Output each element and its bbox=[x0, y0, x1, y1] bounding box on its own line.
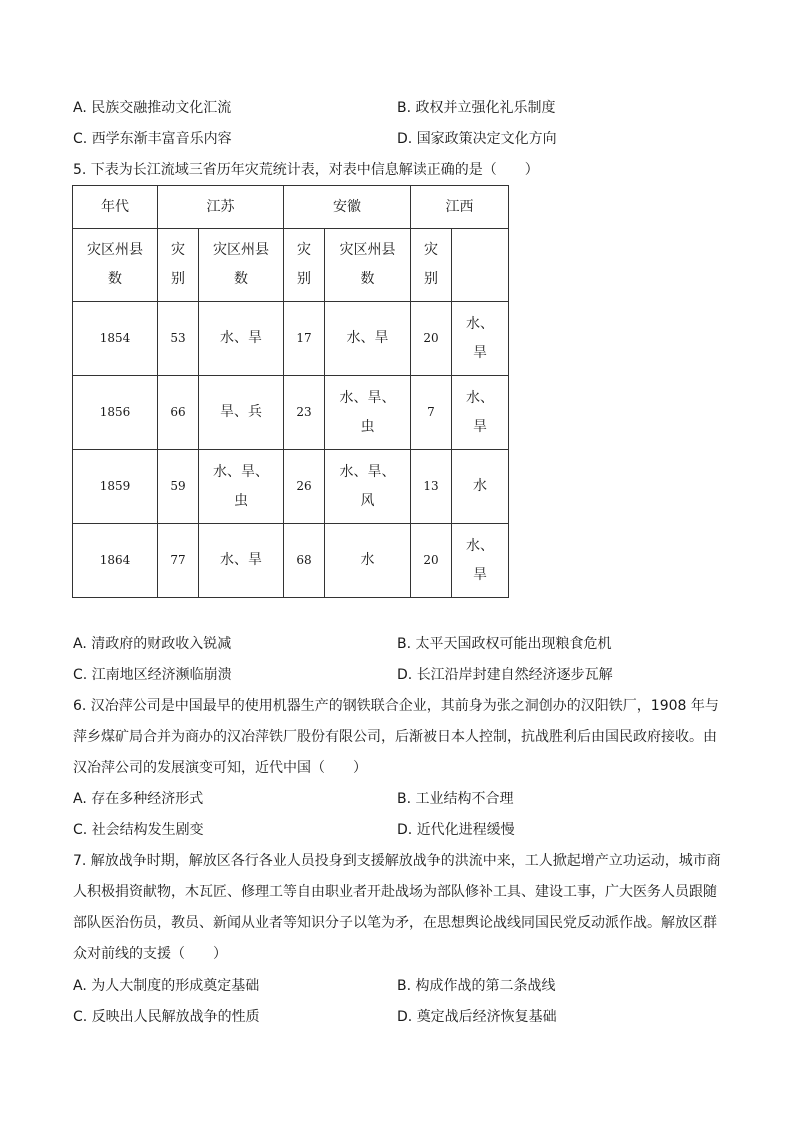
q5-stem: 5. 下表为长江流域三省历年灾荒统计表，对表中信息解读正确的是（ ） bbox=[73, 162, 539, 178]
cell-anhui-count: 26 bbox=[284, 450, 325, 524]
q7-stem bbox=[73, 846, 725, 970]
option-text: 西学东渐丰富音乐内容 bbox=[91, 131, 232, 147]
option-letter: C. bbox=[73, 1009, 88, 1025]
cell-jiangxi-count: 7 bbox=[411, 376, 452, 450]
cell-year: 1854 bbox=[73, 302, 158, 376]
option-letter: D. bbox=[397, 131, 413, 147]
cell-jiangsu-type: 水、旱 bbox=[199, 524, 284, 598]
cell-jiangsu-type: 水、旱、 虫 bbox=[199, 450, 284, 524]
option-letter: C. bbox=[73, 667, 88, 683]
stem-line: 7. 解放战争时期，解放区各行各业人员投身到支援解放战争的洪流中来，工人掀起增产立功运动，城市商 bbox=[73, 853, 721, 869]
cell-anhui-type: 水 bbox=[325, 524, 411, 598]
option-text: 长江沿岸封建自然经济逐步瓦解 bbox=[416, 667, 613, 683]
q4-options-row-1 bbox=[73, 98, 733, 118]
cell-jiangsu-type: 旱、兵 bbox=[199, 376, 284, 450]
q4-option-d[interactable] bbox=[397, 129, 557, 149]
cell-jiangxi-count: 13 bbox=[411, 450, 452, 524]
q6-options-row-2 bbox=[73, 820, 733, 840]
q5-option-c[interactable] bbox=[73, 665, 232, 685]
q5-option-a[interactable] bbox=[73, 634, 231, 654]
cell-year: 1856 bbox=[73, 376, 158, 450]
cell-anhui-type: 水、旱 bbox=[325, 302, 411, 376]
stem-line: 众对前线的支援（ ） bbox=[73, 946, 227, 962]
option-letter: D. bbox=[397, 1009, 413, 1025]
option-text: 近代化进程缓慢 bbox=[416, 822, 515, 838]
cell-anhui-count: 23 bbox=[284, 376, 325, 450]
option-letter: A. bbox=[73, 791, 87, 807]
subheader-type: 灾 别 bbox=[411, 229, 452, 302]
cell-jiangsu-count: 77 bbox=[158, 524, 199, 598]
cell-jiangxi-type: 水、 旱 bbox=[452, 524, 509, 598]
option-text: 国家政策决定文化方向 bbox=[416, 131, 557, 147]
header-province-anhui: 安徽 bbox=[284, 186, 411, 229]
q7-option-a[interactable] bbox=[73, 976, 259, 996]
cell-anhui-type: 水、旱、 虫 bbox=[325, 376, 411, 450]
q6-options-row-1 bbox=[73, 789, 733, 809]
option-letter: B. bbox=[397, 791, 412, 807]
option-text: 工业结构不合理 bbox=[415, 791, 514, 807]
table-row bbox=[73, 376, 509, 450]
option-letter: C. bbox=[73, 131, 88, 147]
subheader-blank bbox=[452, 229, 509, 302]
q7-option-d[interactable] bbox=[397, 1007, 557, 1027]
cell-jiangxi-type: 水、 旱 bbox=[452, 376, 509, 450]
q6-stem bbox=[73, 691, 725, 784]
option-letter: B. bbox=[397, 100, 412, 116]
cell-jiangxi-count: 20 bbox=[411, 302, 452, 376]
option-letter: B. bbox=[397, 636, 412, 652]
q7-option-b[interactable] bbox=[397, 976, 556, 996]
option-text: 政权并立强化礼乐制度 bbox=[415, 100, 556, 116]
option-text: 清政府的财政收入锐减 bbox=[91, 636, 232, 652]
q5-option-b[interactable] bbox=[397, 634, 612, 654]
cell-year: 1859 bbox=[73, 450, 158, 524]
option-letter: A. bbox=[73, 636, 87, 652]
subheader-count: 灾区州县 数 bbox=[199, 229, 284, 302]
cell-year: 1864 bbox=[73, 524, 158, 598]
option-text: 构成作战的第二条战线 bbox=[415, 978, 556, 994]
header-province-jiangsu: 江苏 bbox=[158, 186, 284, 229]
option-letter: A. bbox=[73, 100, 87, 116]
option-text: 江南地区经济濒临崩溃 bbox=[91, 667, 232, 683]
q5-option-d[interactable] bbox=[397, 665, 613, 685]
option-text: 奠定战后经济恢复基础 bbox=[416, 1009, 557, 1025]
option-letter: A. bbox=[73, 978, 87, 994]
cell-jiangsu-count: 59 bbox=[158, 450, 199, 524]
q4-options-row-2 bbox=[73, 129, 733, 149]
stem-line: 部队医治伤员，教员、新闻从业者等知识分子以笔为矛，在思想舆论战线同国民党反动派作战。解放区群 bbox=[73, 915, 717, 931]
q6-option-d[interactable] bbox=[397, 820, 515, 840]
q6-option-a[interactable] bbox=[73, 789, 203, 809]
table-row bbox=[73, 524, 509, 598]
header-year: 年代 bbox=[73, 186, 158, 229]
subheader-count: 灾区州县 数 bbox=[325, 229, 411, 302]
disaster-statistics-table bbox=[72, 185, 509, 598]
cell-jiangxi-type: 水、 旱 bbox=[452, 302, 509, 376]
cell-jiangxi-count: 20 bbox=[411, 524, 452, 598]
header-province-jiangxi: 江西 bbox=[411, 186, 509, 229]
option-letter: D. bbox=[397, 667, 413, 683]
stem-line: 萍乡煤矿局合并为商办的汉冶萍铁厂股份有限公司，后渐被日本人控制，抗战胜利后由国民政府接收。由 bbox=[73, 729, 717, 745]
cell-anhui-count: 68 bbox=[284, 524, 325, 598]
cell-anhui-type: 水、旱、 风 bbox=[325, 450, 411, 524]
option-text: 反映出人民解放战争的性质 bbox=[91, 1009, 260, 1025]
option-letter: B. bbox=[397, 978, 412, 994]
table-subheader-row bbox=[73, 229, 509, 302]
option-text: 为人大制度的形成奠定基础 bbox=[91, 978, 260, 994]
q7-options-row-1 bbox=[73, 976, 733, 996]
subheader-type: 灾 别 bbox=[284, 229, 325, 302]
q4-option-c[interactable] bbox=[73, 129, 232, 149]
q6-option-b[interactable] bbox=[397, 789, 514, 809]
q4-option-b[interactable] bbox=[397, 98, 556, 118]
cell-jiangxi-type: 水 bbox=[452, 450, 509, 524]
option-text: 存在多种经济形式 bbox=[91, 791, 204, 807]
option-text: 民族交融推动文化汇流 bbox=[91, 100, 232, 116]
table-header-row bbox=[73, 186, 509, 229]
q6-option-c[interactable] bbox=[73, 820, 204, 840]
option-text: 社会结构发生剧变 bbox=[91, 822, 204, 838]
stem-line: 汉冶萍公司的发展演变可知，近代中国（ ） bbox=[73, 760, 367, 776]
stem-line: 人积极捐资献物，木瓦匠、修理工等自由职业者开赴战场为部队修补工具、建设工事，广大医务人员跟随 bbox=[73, 884, 717, 900]
subheader-count: 灾区州县 数 bbox=[73, 229, 158, 302]
cell-anhui-count: 17 bbox=[284, 302, 325, 376]
cell-jiangsu-count: 66 bbox=[158, 376, 199, 450]
cell-jiangsu-count: 53 bbox=[158, 302, 199, 376]
q7-option-c[interactable] bbox=[73, 1007, 260, 1027]
table-row bbox=[73, 302, 509, 376]
stem-line: 6. 汉冶萍公司是中国最早的使用机器生产的钢铁联合企业，其前身为张之洞创办的汉阳铁厂，1908 年与 bbox=[73, 698, 719, 714]
subheader-type: 灾 别 bbox=[158, 229, 199, 302]
q5-options-row-1 bbox=[73, 634, 733, 654]
q7-options-row-2 bbox=[73, 1007, 733, 1027]
option-letter: C. bbox=[73, 822, 88, 838]
q5-options-row-2 bbox=[73, 665, 733, 685]
q4-option-a[interactable] bbox=[73, 98, 231, 118]
cell-jiangsu-type: 水、旱 bbox=[199, 302, 284, 376]
table-row bbox=[73, 450, 509, 524]
option-letter: D. bbox=[397, 822, 413, 838]
option-text: 太平天国政权可能出现粮食危机 bbox=[415, 636, 612, 652]
